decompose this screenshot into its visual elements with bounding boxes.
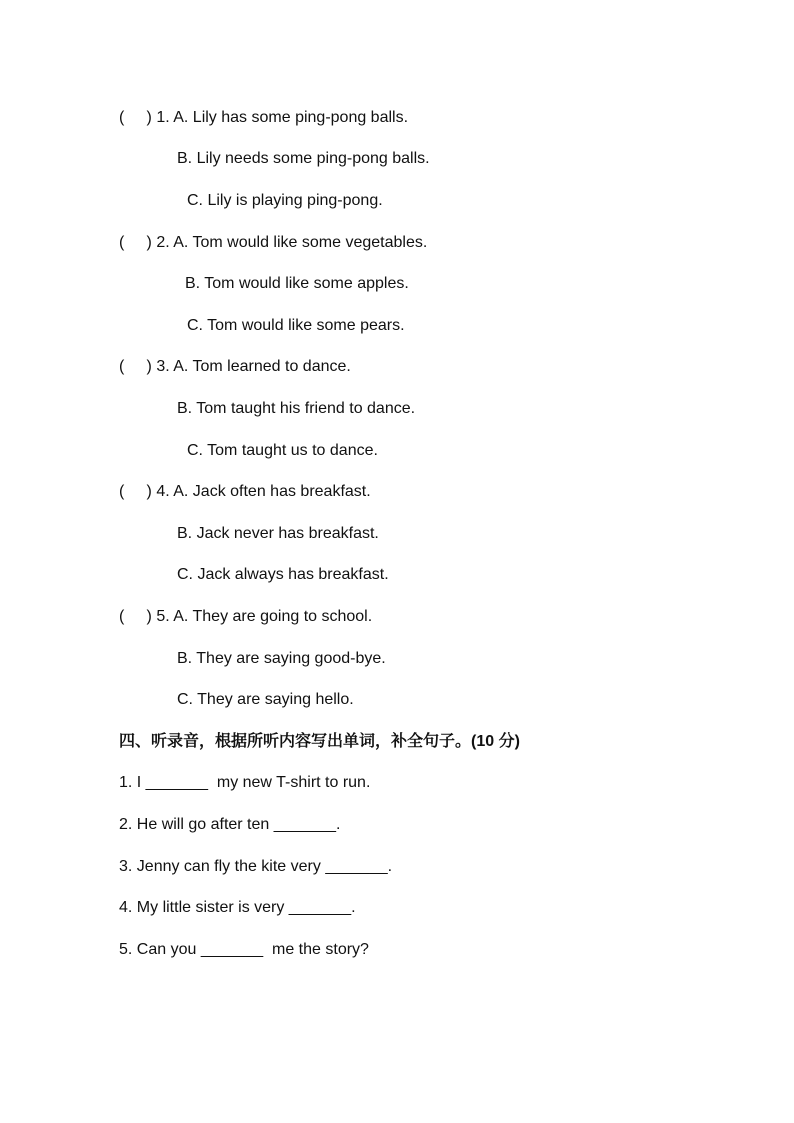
- fill-in-sentence-4: 4. My little sister is very _______.: [119, 899, 356, 916]
- question-5-option-c: C. They are saying hello.: [177, 691, 354, 708]
- fill-in-sentence-1: 1. I _______ my new T-shirt to run.: [119, 774, 371, 791]
- question-1-stem: ( ) 1. A. Lily has some ping-pong balls.: [119, 109, 409, 126]
- question-5-stem: ( ) 5. A. They are going to school.: [119, 608, 373, 625]
- section-4-heading: 四、听录音，根据所听内容写出单词，补全句子。(10 分): [119, 733, 520, 750]
- question-3-option-c: C. Tom taught us to dance.: [187, 442, 378, 459]
- fill-in-sentence-2: 2. He will go after ten _______.: [119, 816, 341, 833]
- question-3-stem: ( ) 3. A. Tom learned to dance.: [119, 358, 351, 375]
- question-3-option-b: B. Tom taught his friend to dance.: [177, 400, 416, 417]
- question-4-option-c: C. Jack always has breakfast.: [177, 566, 389, 583]
- question-1-option-b: B. Lily needs some ping-pong balls.: [177, 150, 430, 167]
- question-5-option-b: B. They are saying good-bye.: [177, 650, 386, 667]
- question-2-stem: ( ) 2. A. Tom would like some vegetables.: [119, 234, 428, 251]
- question-2-option-c: C. Tom would like some pears.: [187, 317, 405, 334]
- fill-in-sentence-3: 3. Jenny can fly the kite very _______.: [119, 858, 393, 875]
- question-4-option-b: B. Jack never has breakfast.: [177, 525, 379, 542]
- fill-in-sentence-5: 5. Can you _______ me the story?: [119, 941, 369, 958]
- question-4-stem: ( ) 4. A. Jack often has breakfast.: [119, 483, 371, 500]
- question-2-option-b: B. Tom would like some apples.: [185, 275, 409, 292]
- question-1-option-c: C. Lily is playing ping-pong.: [187, 192, 383, 209]
